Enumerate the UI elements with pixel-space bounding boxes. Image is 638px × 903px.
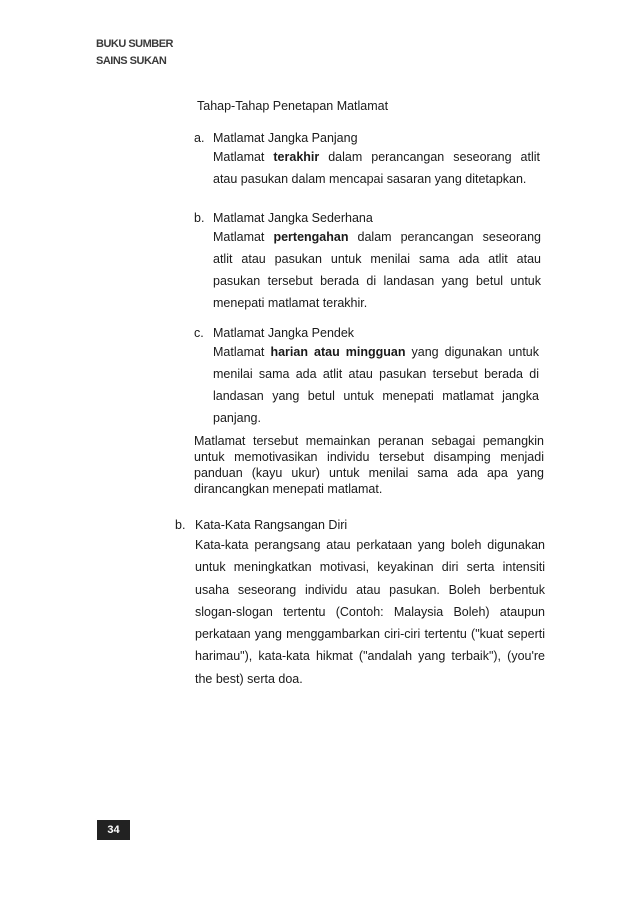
- section-b-title: Kata-Kata Rangsangan Diri: [195, 518, 348, 532]
- summary-paragraph: Matlamat tersebut memainkan peranan sebagai pemangkin untuk memotivasikan individu tersebut disamping menjadi panduan (kayu ukur) untuk menilai sama ada apa yang dirancangkan menepati matlamat.: [194, 434, 544, 496]
- item-label: b.: [194, 211, 205, 225]
- item-emphasis: pertengahan: [273, 230, 349, 244]
- item-title: Matlamat Jangka Sederhana: [213, 211, 373, 225]
- header-line-2: SAINS SUKAN: [96, 55, 167, 67]
- header-line-1: BUKU SUMBER: [96, 38, 173, 50]
- item-body: Matlamat harian atau mingguan yang digunakan untuk menilai sama ada atlit atau pasukan tersebut berada di landasan yang betul untuk menepati matlamat jangka panjang.: [213, 345, 539, 425]
- item-body: Matlamat pertengahan dalam perancangan seseorang atlit atau pasukan untuk menilai sama ada atlit atau pasukan tersebut berada di landasan yang betul untuk menepati matlamat terakhir.: [213, 230, 541, 310]
- item-body: Matlamat terakhir dalam perancangan seseorang atlit atau pasukan dalam mencapai sasaran yang ditetapkan.: [213, 150, 540, 186]
- item-title: Matlamat Jangka Pendek: [213, 326, 355, 340]
- section-b-label: b.: [175, 518, 186, 532]
- item-title: Matlamat Jangka Panjang: [213, 131, 358, 145]
- item-emphasis: harian atau mingguan: [270, 345, 406, 359]
- page-number: 34: [97, 820, 130, 840]
- section-title: Tahap-Tahap Penetapan Matlamat: [197, 99, 389, 113]
- running-header: [96, 36, 173, 70]
- section-b-body: Kata-kata perangsang atau perkataan yang boleh digunakan untuk meningkatkan motivasi, keyakinan diri serta intensiti usaha seseorang individu atau pasukan. Boleh berbentuk slogan-slogan tertentu (Contoh: Malaysia Boleh) ataupun perkataan yang menggambarkan ciri-ciri tertentu ("kuat seperti harimau"), kata-kata hikmat ("andalah yang terbaik"), (you're the best) serta doa.: [195, 538, 545, 686]
- item-emphasis: terakhir: [273, 150, 320, 164]
- item-label: a.: [194, 131, 205, 145]
- item-label: c.: [194, 326, 204, 340]
